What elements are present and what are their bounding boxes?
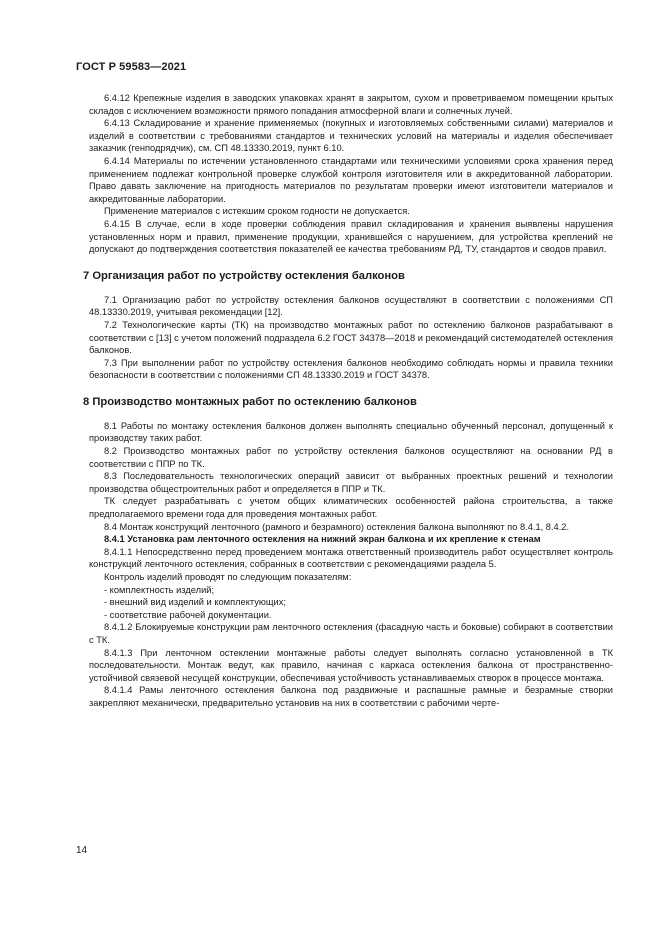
paragraph: 8.4.1.2 Блокируемые конструкции рам ленточного остекления (фасадную часть и боковые) собирают в соответствии с ТК. [89, 622, 613, 645]
paragraph: ТК следует разрабатывать с учетом общих климатических особенностей района строительства, а также предполагаемого времени года для проведения монтажных работ. [89, 496, 613, 520]
list-item: - комплектность изделий; [104, 584, 215, 595]
paragraph: Применение материалов с истекшим сроком годности не допускается. [104, 206, 410, 217]
paragraph: 6.4.15 В случае, если в ходе проверки соблюдения правил складирования и хранения выявлены нарушения установленных норм и правил, применение продукции, хранившейся с нарушением, для устройства креплений не допускают до подтверждения соответствия показателей ее качества требованиям РД, ТУ, стандартов и сводов правил. [89, 218, 613, 255]
paragraph: 7.1 Организацию работ по устройству остекления балконов осуществляют в соответствии с положениями СП 48.13330.2019, учитывая рекомендации [12]. [89, 294, 613, 318]
paragraph: 6.4.12 Крепежные изделия в заводских упаковках хранят в закрытом, сухом и проветриваемом помещении крытых складов с исключением возможности прямого попадания атмосферной влаги и солнечных лучей. [89, 93, 613, 116]
paragraph: 8.4.1.1 Непосредственно перед проведением монтажа ответственный производитель работ осуществляет контроль конструкций ленточного остекления, собранных в соответствии с рекомендациями раздела 5. [89, 546, 613, 570]
paragraph: 8.4.1.3 При ленточном остеклении монтажные работы следует выполнять согласно установленной в ТК последовательности. Монтаж ведут, как правило, начиная с каркаса остекления балкона от пространственно-устойчивой связевой несущей конструкции, обеспечивая устойчивость устанавливаемых створок в процессе монтажа. [89, 647, 613, 683]
document-header: ГОСТ Р 59583—2021 [76, 61, 187, 73]
subsection-heading: 8.4.1 Установка рам ленточного остекления на нижний экран балкона и их крепление к стенам [104, 534, 541, 545]
paragraph: 6.4.14 Материалы по истечении установленного стандартами или техническими условиями срока хранения перед применением подлежат контрольной проверке службой контроля изготовителя или в аккредитованной лаборатории. Право давать заключение на пригодность материалов по результатам проверки имеют изготовители материалов и аккредитованные лаборатории. [89, 155, 613, 204]
paragraph: 6.4.13 Складирование и хранение применяемых (покупных и изготовляемых собственными силами) материалов и изделий в соответствии с требованиями стандартов и технических условий на материалы и изделия обеспечивает заказчик (генподрядчик), см. СП 48.13330.2019, пункт 6.10. [89, 118, 613, 154]
paragraph: 8.4 Монтаж конструкций ленточного (рамного и безрамного) остекления балкона выполняют по 8.4.1, 8.4.2. [104, 521, 570, 532]
paragraph: 8.2 Производство монтажных работ по устройству остекления балконов осуществляют на основании РД в соответствии с ППР по ТК. [89, 446, 613, 469]
paragraph: 7.3 При выполнении работ по устройству остекления балконов необходимо соблюдать нормы и правила техники безопасности в соответствии с положениями СП 48.13330.2019 и ГОСТ 34378. [89, 357, 613, 381]
paragraph: 7.2 Технологические карты (ТК) на производство монтажных работ по остеклению балконов разрабатывают в соответствии с [13] с учетом положений подраздела 6.2 ГОСТ 34378—2018 и рекомендаций системодателей остекления балконов. [89, 319, 613, 356]
paragraph: 8.4.1.4 Рамы ленточного остекления балкона под раздвижные и распашные рамные и безрамные створки закрепляют механически, предварительно установив на них в соответствии с рабочими черте- [89, 685, 613, 708]
document-body [83, 92, 613, 710]
section-heading: 8 Производство монтажных работ по остеклению балконов [83, 395, 417, 408]
paragraph: 8.3 Последовательность технологических операций зависит от выбранных проектных решений и технологии производства общестроительных работ и определяется в ППР и ТК. [89, 471, 613, 494]
list-item: - внешний вид изделий и комплектующих; [104, 597, 286, 608]
section-heading: 7 Организация работ по устройству остекления балконов [83, 269, 405, 282]
paragraph: Контроль изделий проводят по следующим показателям: [104, 572, 352, 582]
list-item: - соответствие рабочей документации. [104, 609, 272, 620]
page-number: 14 [76, 845, 88, 856]
paragraph: 8.1 Работы по монтажу остекления балконов должен выполнять специально обученный персонал, допущенный к производству таких работ. [89, 420, 613, 444]
